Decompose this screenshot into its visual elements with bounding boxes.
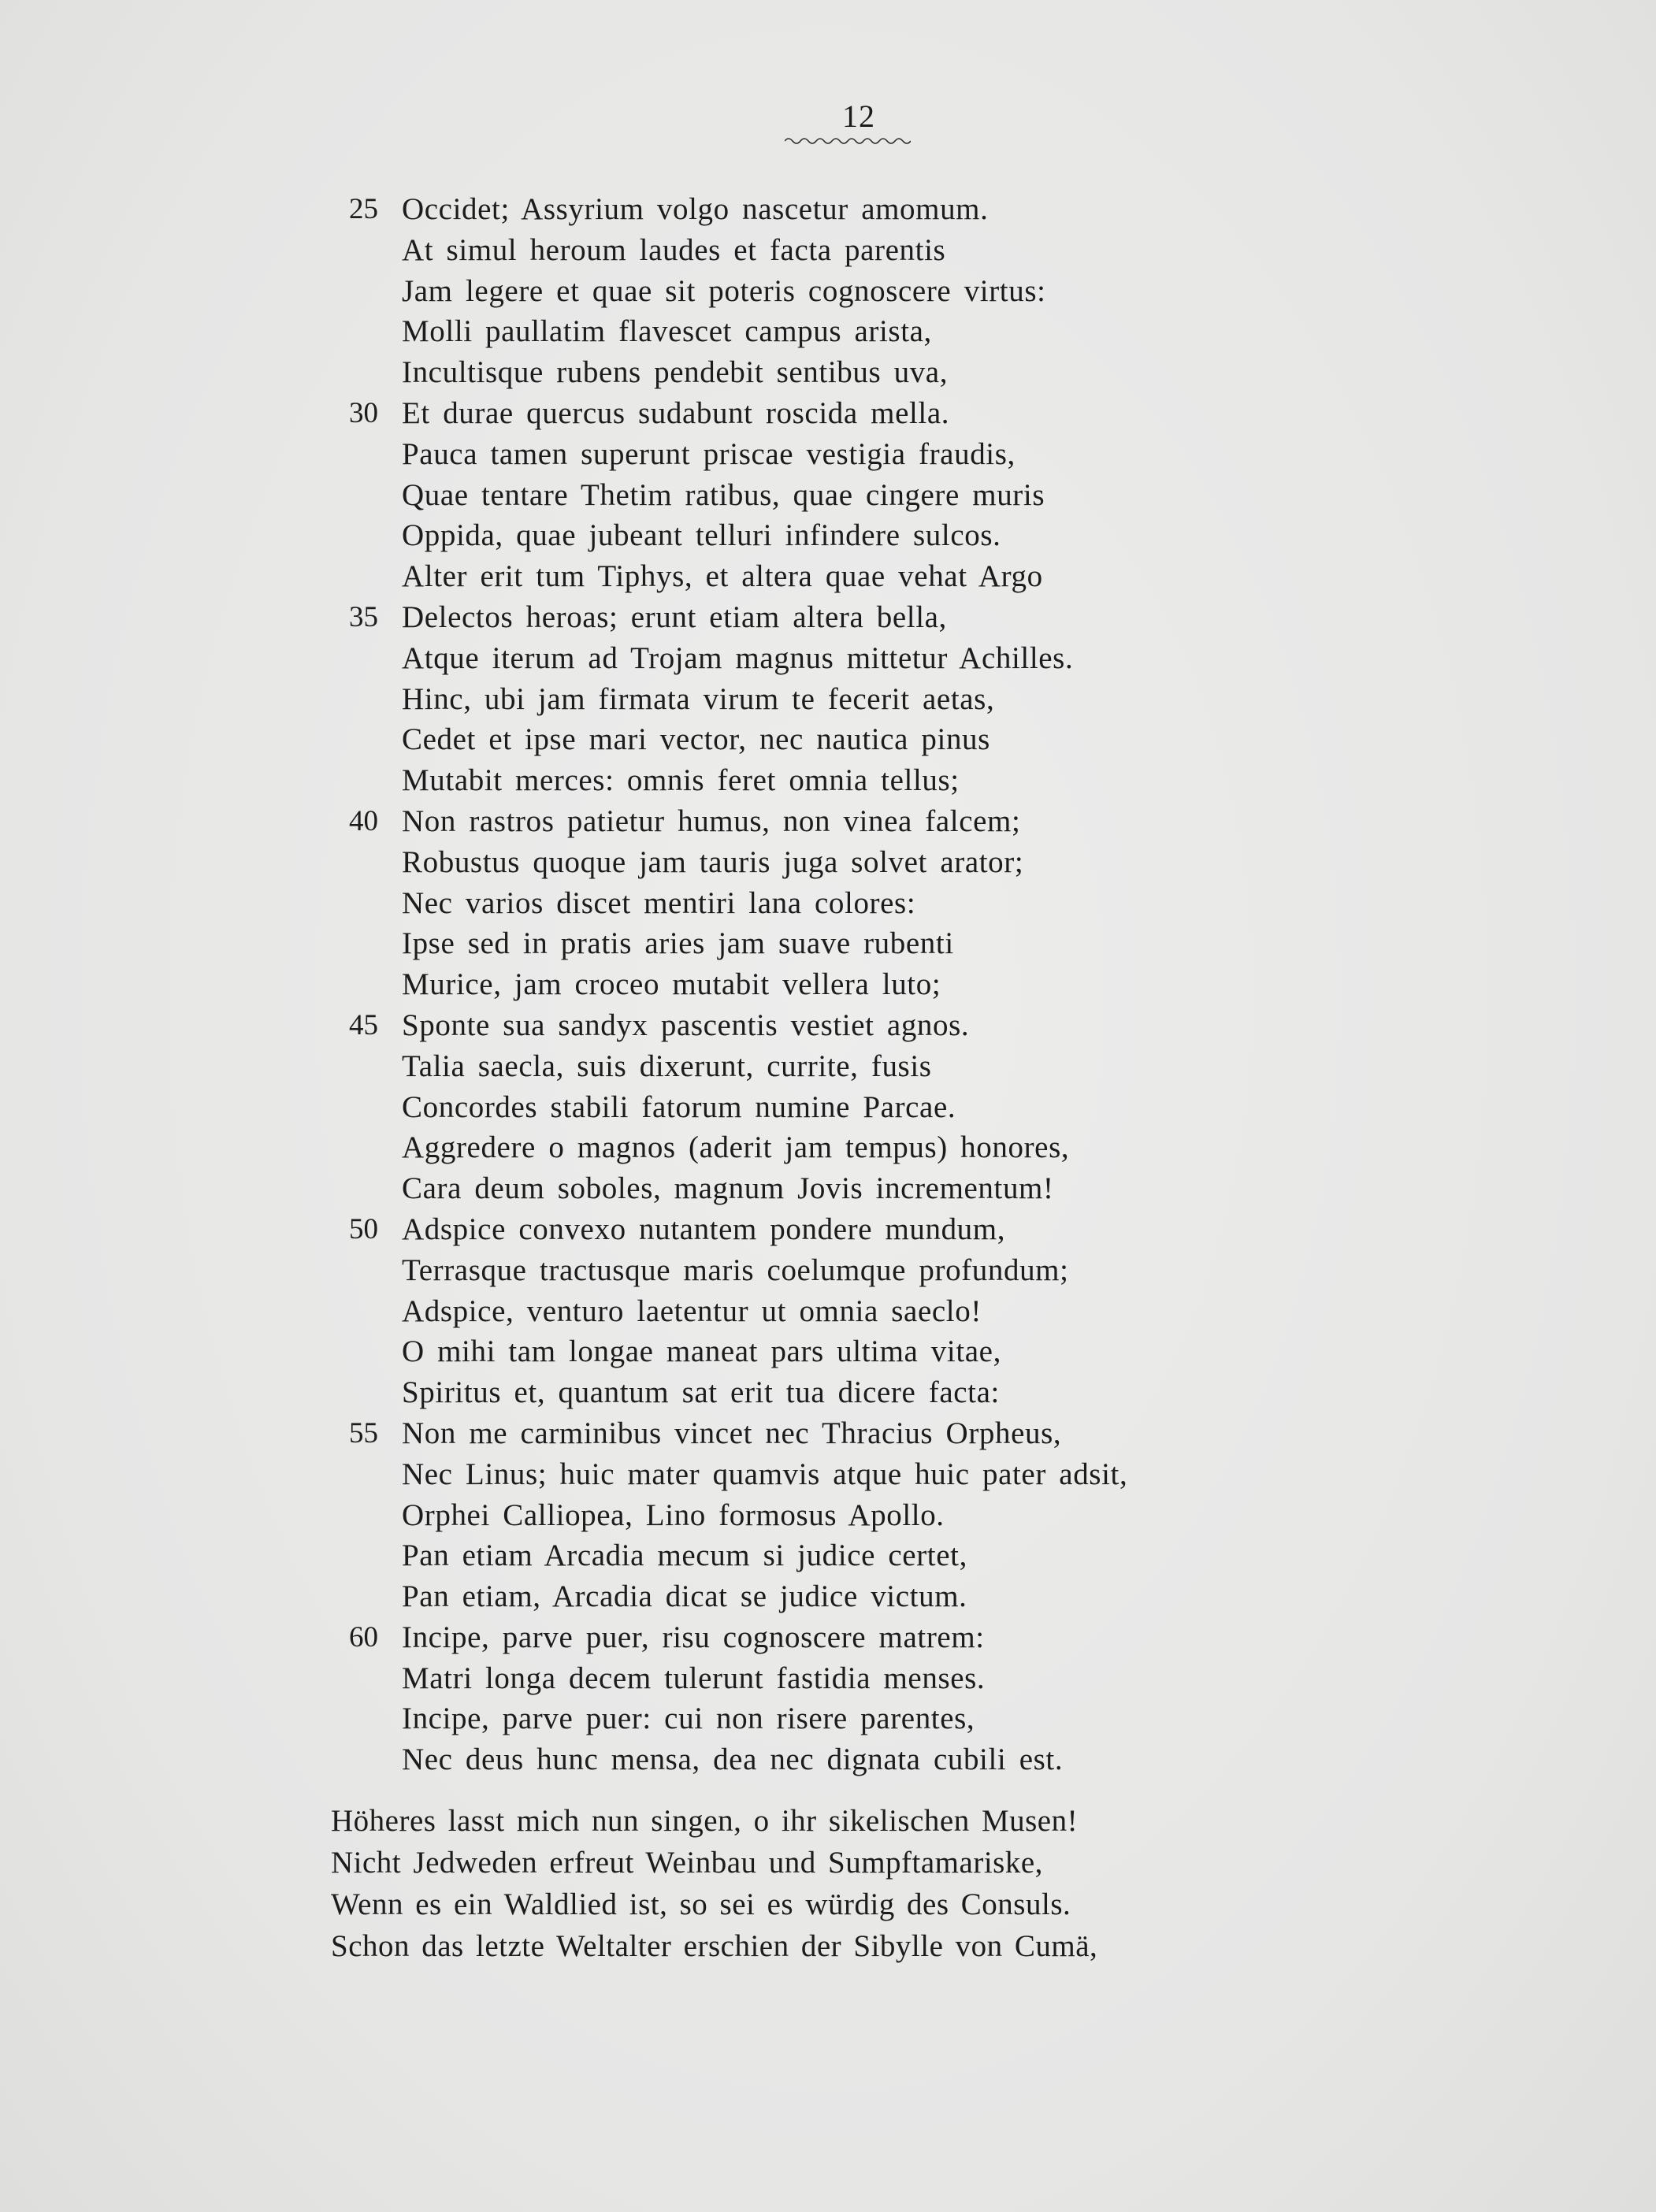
verse-line-text: Robustus quoque jam tauris juga solvet arator; (402, 844, 1024, 879)
verse-line (0, 1658, 1656, 1699)
verse-line (0, 1209, 1656, 1250)
verse-line-text: Jam legere et quae sit poteris cognoscere virtus: (402, 273, 1046, 308)
verse-line (0, 719, 1656, 760)
verse-line (0, 923, 1656, 964)
verse-line-text: Matri longa decem tulerunt fastidia menses. (402, 1661, 986, 1695)
verse-line-text: Terrasque tractusque maris coelumque profundum; (402, 1253, 1069, 1287)
verse-line (0, 189, 1656, 230)
verse-line-text: Murice, jam croceo mutabit vellera luto; (402, 967, 941, 1002)
verse-line (0, 1495, 1656, 1536)
verse-line (0, 1739, 1656, 1780)
verse-line-text: Delectos heroas; erunt etiam altera bella, (402, 599, 947, 634)
verse-line-text: Occidet; Assyrium volgo nascetur amomum. (402, 192, 989, 226)
verse-line-text: Incipe, parve puer, risu cognoscere matrem: (402, 1620, 985, 1654)
verse-line-text: O mihi tam longae maneat pars ultima vitae, (402, 1334, 1001, 1369)
verse-line (0, 1291, 1656, 1332)
verse-line (0, 1576, 1656, 1617)
page-number: 12 (842, 98, 875, 134)
verse-line (0, 1087, 1656, 1128)
verse-line-text: Non rastros patietur humus, non vinea falcem; (402, 804, 1021, 838)
verse-line-text: Hinc, ubi jam firmata virum te fecerit aetas, (402, 681, 995, 716)
verse-line (0, 1168, 1656, 1209)
verse-line-text: Pauca tamen superunt priscae vestigia fraudis, (402, 436, 1016, 471)
verse-line (0, 393, 1656, 434)
verse-line (0, 515, 1656, 556)
verse-line-text: Nec deus hunc mensa, dea nec dignata cubili est. (402, 1743, 1064, 1777)
page-number-ornament (785, 135, 911, 147)
verse-line (0, 638, 1656, 679)
verse-line-text: Cara deum soboles, magnum Jovis incrementum! (402, 1171, 1054, 1206)
verse-line (0, 760, 1656, 801)
verse-line-text: Concordes stabili fatorum numine Parcae. (402, 1089, 956, 1124)
verse-line (0, 271, 1656, 312)
german-translation-block (331, 1800, 1513, 1967)
verse-line-number: 25 (349, 193, 378, 225)
verse-line-number: 35 (349, 600, 378, 633)
verse-line-text: Mutabit merces: omnis feret omnia tellus; (402, 763, 960, 798)
translation-line: Höheres lasst mich nun singen, o ihr sikelischen Musen! (331, 1804, 1079, 1838)
verse-line (0, 883, 1656, 924)
verse-line-text: Alter erit tum Tiphys, et altera quae vehat Argo (402, 559, 1043, 594)
verse-line-number: 55 (349, 1416, 378, 1449)
verse-line (0, 842, 1656, 883)
verse-line-text: Molli paullatim flavescet campus arista, (402, 314, 932, 349)
verse-line-number: 50 (349, 1212, 378, 1245)
verse-line (0, 1372, 1656, 1413)
verse-line-text: Adspice convexo nutantem pondere mundum, (402, 1212, 1006, 1246)
verse-line-text: Et durae quercus sudabunt roscida mella. (402, 395, 950, 430)
verse-line-number: 30 (349, 396, 378, 429)
verse-line-text: Quae tentare Thetim ratibus, quae cingere muris (402, 477, 1045, 512)
verse-line-number: 45 (349, 1008, 378, 1041)
translation-line: Schon das letzte Weltalter erschien der Sibylle von Cumä, (331, 1929, 1098, 1963)
verse-line-text: Oppida, quae jubeant telluri infindere sulcos. (402, 518, 1001, 553)
verse-line-text: Nec Linus; huic mater quamvis atque huic pater adsit, (402, 1457, 1128, 1491)
verse-line (0, 434, 1656, 475)
verse-line-text: Pan etiam Arcadia mecum si judice certet, (402, 1538, 967, 1573)
verse-line (0, 230, 1656, 271)
verse-line (0, 1250, 1656, 1291)
verse-line-text: Incipe, parve puer: cui non risere parentes, (402, 1702, 975, 1736)
verse-line (0, 1698, 1656, 1739)
verse-line-number: 60 (349, 1620, 378, 1653)
verse-line-text: Ipse sed in pratis aries jam suave rubenti (402, 926, 954, 961)
verse-line (0, 1005, 1656, 1046)
verse-line-text: Non me carminibus vincet nec Thracius Orpheus, (402, 1416, 1062, 1450)
verse-line-text: Adspice, venturo laetentur ut omnia saeclo! (402, 1293, 982, 1328)
verse-line-text: At simul heroum laudes et facta parentis (402, 232, 946, 267)
verse-line (0, 1331, 1656, 1372)
verse-line-text: Orphei Calliopea, Lino formosus Apollo. (402, 1498, 945, 1532)
verse-line (0, 1413, 1656, 1454)
verse-line-text: Atque iterum ad Trojam magnus mittetur Achilles. (402, 640, 1074, 675)
verse-line-text: Sponte sua sandyx pascentis vestiet agnos. (402, 1008, 970, 1042)
verse-line-number: 40 (349, 804, 378, 837)
verse-line-text: Aggredere o magnos (aderit jam tempus) honores, (402, 1130, 1070, 1165)
verse-line-text: Pan etiam, Arcadia dicat se judice victum. (402, 1579, 967, 1614)
verse-line (0, 1617, 1656, 1658)
translation-line: Nicht Jedweden erfreut Weinbau und Sumpftamariske, (331, 1846, 1043, 1880)
verse-line (0, 597, 1656, 638)
verse-line-text: Nec varios discet mentiri lana colores: (402, 885, 916, 920)
verse-line (0, 311, 1656, 352)
verse-line-text: Spiritus et, quantum sat erit tua dicere facta: (402, 1375, 1000, 1410)
verse-line (0, 556, 1656, 597)
verse-line (0, 1127, 1656, 1168)
verse-line (0, 1535, 1656, 1576)
verse-line (0, 964, 1656, 1005)
verse-line (0, 801, 1656, 842)
verse-line (0, 679, 1656, 720)
verse-line (0, 1046, 1656, 1087)
verse-line-text: Talia saecla, suis dixerunt, currite, fusis (402, 1048, 932, 1083)
verse-line-text: Incultisque rubens pendebit sentibus uva, (402, 355, 949, 390)
verse-line (0, 475, 1656, 516)
verse-line (0, 352, 1656, 393)
latin-verse-block (0, 189, 1656, 1780)
verse-line (0, 1454, 1656, 1495)
translation-line: Wenn es ein Waldlied ist, so sei es würdig des Consuls. (331, 1887, 1071, 1921)
verse-line-text: Cedet et ipse mari vector, nec nautica pinus (402, 722, 990, 757)
